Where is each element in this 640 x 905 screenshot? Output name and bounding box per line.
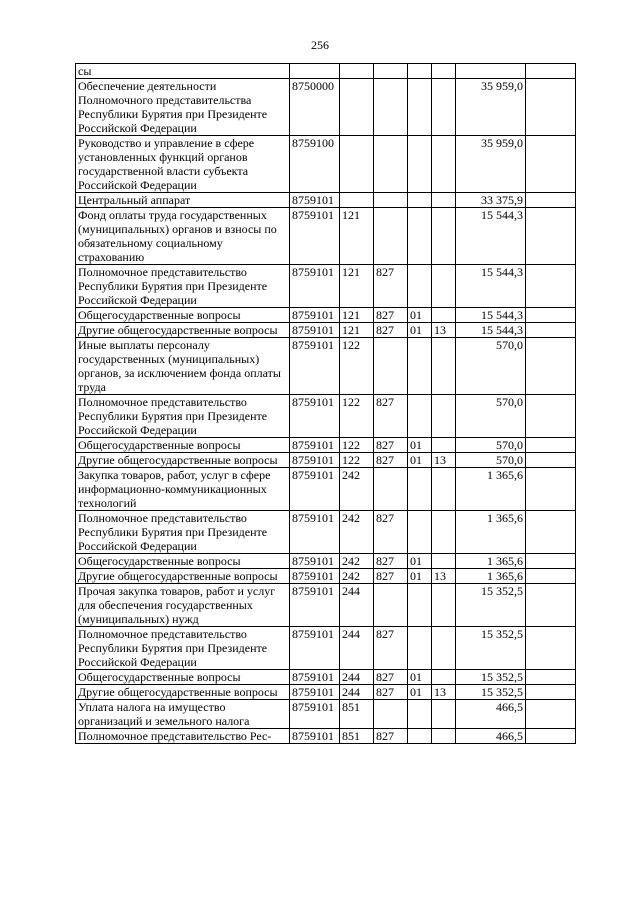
amount-cell: 15 352,5 [456, 670, 526, 685]
empty-cell [526, 729, 576, 744]
expense-type-cell: 121 [340, 323, 374, 338]
department-cell [374, 584, 408, 627]
department-cell: 827 [374, 569, 408, 584]
amount-cell: 1 365,6 [456, 511, 526, 554]
table-row [76, 584, 576, 627]
subsection-cell: 13 [432, 685, 456, 700]
empty-cell [526, 584, 576, 627]
subsection-cell [432, 627, 456, 670]
row-name-cell: Руководство и управление в сфере установленных функций органов государственной власти субъекта Российской Федерации [76, 136, 290, 193]
subsection-cell: 13 [432, 323, 456, 338]
table-body [76, 64, 576, 744]
empty-cell [526, 323, 576, 338]
section-cell [408, 627, 432, 670]
expense-type-cell: 851 [340, 729, 374, 744]
table-row [76, 208, 576, 265]
section-cell [408, 208, 432, 265]
table-row [76, 511, 576, 554]
row-name-cell: Иные выплаты персоналу государственных (муниципальных) органов, за исключением фонда оплаты труда [76, 338, 290, 395]
target-article-cell: 8759101 [290, 511, 340, 554]
amount-cell: 1 365,6 [456, 468, 526, 511]
department-cell: 827 [374, 438, 408, 453]
empty-cell [526, 208, 576, 265]
expense-type-cell: 121 [340, 265, 374, 308]
expense-type-cell: 242 [340, 468, 374, 511]
subsection-cell [432, 729, 456, 744]
amount-cell: 35 959,0 [456, 79, 526, 136]
subsection-cell [432, 208, 456, 265]
table-row [76, 64, 576, 79]
subsection-cell [432, 193, 456, 208]
target-article-cell [290, 64, 340, 79]
subsection-cell [432, 468, 456, 511]
department-cell: 827 [374, 685, 408, 700]
target-article-cell: 8759101 [290, 453, 340, 468]
department-cell [374, 193, 408, 208]
empty-cell [526, 338, 576, 395]
target-article-cell: 8759100 [290, 136, 340, 193]
table-row [76, 79, 576, 136]
amount-cell: 15 352,5 [456, 627, 526, 670]
subsection-cell [432, 308, 456, 323]
expense-type-cell: 122 [340, 395, 374, 438]
section-cell [408, 136, 432, 193]
amount-cell: 466,5 [456, 729, 526, 744]
section-cell [408, 193, 432, 208]
target-article-cell: 8759101 [290, 438, 340, 453]
empty-cell [526, 670, 576, 685]
row-name-cell: Полномочное представительство Республики Бурятия при Президенте Российской Федерации [76, 511, 290, 554]
empty-cell [526, 64, 576, 79]
amount-cell: 1 365,6 [456, 554, 526, 569]
subsection-cell [432, 554, 456, 569]
department-cell: 827 [374, 453, 408, 468]
row-name-cell: Обеспечение деятельности Полномочного представительства Республики Бурятия при Президенте Российской Федерации [76, 79, 290, 136]
empty-cell [526, 265, 576, 308]
empty-cell [526, 700, 576, 729]
target-article-cell: 8759101 [290, 554, 340, 569]
amount-cell: 15 544,3 [456, 208, 526, 265]
department-cell: 827 [374, 511, 408, 554]
row-name-cell: Полномочное представительство Республики Бурятия при Президенте Российской Федерации [76, 265, 290, 308]
amount-cell: 15 544,3 [456, 323, 526, 338]
section-cell [408, 468, 432, 511]
table-row [76, 569, 576, 584]
target-article-cell: 8759101 [290, 685, 340, 700]
section-cell [408, 265, 432, 308]
expense-type-cell: 244 [340, 584, 374, 627]
section-cell: 01 [408, 670, 432, 685]
department-cell: 827 [374, 308, 408, 323]
table-row [76, 554, 576, 569]
row-name-cell: Другие общегосударственные вопросы [76, 685, 290, 700]
expense-type-cell: 244 [340, 685, 374, 700]
empty-cell [526, 569, 576, 584]
target-article-cell: 8750000 [290, 79, 340, 136]
subsection-cell: 13 [432, 569, 456, 584]
row-name-cell: Общегосударственные вопросы [76, 670, 290, 685]
department-cell [374, 338, 408, 395]
section-cell: 01 [408, 554, 432, 569]
department-cell [374, 468, 408, 511]
empty-cell [526, 468, 576, 511]
row-name-cell: Закупка товаров, работ, услуг в сфере информационно-коммуникационных технологий [76, 468, 290, 511]
amount-cell: 1 365,6 [456, 569, 526, 584]
target-article-cell: 8759101 [290, 627, 340, 670]
target-article-cell: 8759101 [290, 395, 340, 438]
table-row [76, 265, 576, 308]
subsection-cell [432, 64, 456, 79]
table-row [76, 670, 576, 685]
empty-cell [526, 193, 576, 208]
expense-type-cell [340, 193, 374, 208]
expense-type-cell: 242 [340, 554, 374, 569]
row-name-cell: Другие общегосударственные вопросы [76, 569, 290, 584]
section-cell: 01 [408, 323, 432, 338]
department-cell: 827 [374, 265, 408, 308]
amount-cell: 570,0 [456, 395, 526, 438]
empty-cell [526, 438, 576, 453]
expense-type-cell: 121 [340, 308, 374, 323]
empty-cell [526, 308, 576, 323]
expense-type-cell [340, 136, 374, 193]
empty-cell [526, 627, 576, 670]
department-cell: 827 [374, 729, 408, 744]
section-cell [408, 700, 432, 729]
row-name-cell: Общегосударственные вопросы [76, 438, 290, 453]
amount-cell [456, 64, 526, 79]
row-name-cell: Центральный аппарат [76, 193, 290, 208]
table-row [76, 453, 576, 468]
department-cell: 827 [374, 395, 408, 438]
budget-table [75, 63, 576, 744]
department-cell: 827 [374, 554, 408, 569]
table-row [76, 468, 576, 511]
empty-cell [526, 136, 576, 193]
section-cell [408, 64, 432, 79]
section-cell [408, 79, 432, 136]
department-cell [374, 136, 408, 193]
table-row [76, 700, 576, 729]
subsection-cell [432, 265, 456, 308]
row-name-cell: сы [76, 64, 290, 79]
expense-type-cell [340, 64, 374, 79]
table-row [76, 627, 576, 670]
expense-type-cell: 242 [340, 569, 374, 584]
expense-type-cell: 121 [340, 208, 374, 265]
department-cell: 827 [374, 670, 408, 685]
subsection-cell [432, 395, 456, 438]
section-cell [408, 584, 432, 627]
section-cell: 01 [408, 438, 432, 453]
target-article-cell: 8759101 [290, 700, 340, 729]
section-cell: 01 [408, 685, 432, 700]
department-cell: 827 [374, 627, 408, 670]
target-article-cell: 8759101 [290, 584, 340, 627]
department-cell [374, 79, 408, 136]
subsection-cell [432, 79, 456, 136]
expense-type-cell: 244 [340, 627, 374, 670]
subsection-cell [432, 338, 456, 395]
amount-cell: 15 352,5 [456, 584, 526, 627]
amount-cell: 570,0 [456, 338, 526, 395]
expense-type-cell: 122 [340, 453, 374, 468]
target-article-cell: 8759101 [290, 670, 340, 685]
empty-cell [526, 685, 576, 700]
department-cell [374, 208, 408, 265]
target-article-cell: 8759101 [290, 265, 340, 308]
row-name-cell: Другие общегосударственные вопросы [76, 323, 290, 338]
row-name-cell: Полномочное представительство Республики Бурятия при Президенте Российской Федерации [76, 627, 290, 670]
department-cell: 827 [374, 323, 408, 338]
empty-cell [526, 511, 576, 554]
row-name-cell: Общегосударственные вопросы [76, 554, 290, 569]
page-number: 256 [311, 38, 329, 52]
subsection-cell: 13 [432, 453, 456, 468]
section-cell [408, 729, 432, 744]
subsection-cell [432, 511, 456, 554]
subsection-cell [432, 670, 456, 685]
expense-type-cell: 122 [340, 438, 374, 453]
expense-type-cell [340, 79, 374, 136]
target-article-cell: 8759101 [290, 338, 340, 395]
amount-cell: 15 544,3 [456, 265, 526, 308]
target-article-cell: 8759101 [290, 323, 340, 338]
row-name-cell: Другие общегосударственные вопросы [76, 453, 290, 468]
expense-type-cell: 242 [340, 511, 374, 554]
row-name-cell: Полномочное представительство Республики Бурятия при Президенте Российской Федерации [76, 395, 290, 438]
target-article-cell: 8759101 [290, 208, 340, 265]
row-name-cell: Прочая закупка товаров, работ и услуг для обеспечения государственных (муниципальных) нужд [76, 584, 290, 627]
target-article-cell: 8759101 [290, 729, 340, 744]
row-name-cell: Фонд оплаты труда государственных (муниципальных) органов и взносы по обязательному социальному страхованию [76, 208, 290, 265]
expense-type-cell: 244 [340, 670, 374, 685]
section-cell: 01 [408, 453, 432, 468]
empty-cell [526, 395, 576, 438]
section-cell [408, 395, 432, 438]
target-article-cell: 8759101 [290, 308, 340, 323]
section-cell [408, 338, 432, 395]
amount-cell: 466,5 [456, 700, 526, 729]
section-cell [408, 511, 432, 554]
amount-cell: 570,0 [456, 438, 526, 453]
row-name-cell: Полномочное представительство Рес- [76, 729, 290, 744]
table-row [76, 685, 576, 700]
empty-cell [526, 453, 576, 468]
amount-cell: 33 375,9 [456, 193, 526, 208]
subsection-cell [432, 584, 456, 627]
subsection-cell [432, 438, 456, 453]
expense-type-cell: 122 [340, 338, 374, 395]
section-cell: 01 [408, 308, 432, 323]
table-row [76, 395, 576, 438]
row-name-cell: Общегосударственные вопросы [76, 308, 290, 323]
table-row [76, 438, 576, 453]
department-cell [374, 64, 408, 79]
target-article-cell: 8759101 [290, 193, 340, 208]
amount-cell: 15 352,5 [456, 685, 526, 700]
amount-cell: 570,0 [456, 453, 526, 468]
amount-cell: 35 959,0 [456, 136, 526, 193]
target-article-cell: 8759101 [290, 569, 340, 584]
target-article-cell: 8759101 [290, 468, 340, 511]
empty-cell [526, 554, 576, 569]
department-cell [374, 700, 408, 729]
subsection-cell [432, 700, 456, 729]
amount-cell: 15 544,3 [456, 308, 526, 323]
table-row [76, 323, 576, 338]
row-name-cell: Уплата налога на имущество организаций и земельного налога [76, 700, 290, 729]
table-row [76, 729, 576, 744]
empty-cell [526, 79, 576, 136]
table-row [76, 308, 576, 323]
section-cell: 01 [408, 569, 432, 584]
expense-type-cell: 851 [340, 700, 374, 729]
table-row [76, 193, 576, 208]
table-row [76, 338, 576, 395]
subsection-cell [432, 136, 456, 193]
table-row [76, 136, 576, 193]
